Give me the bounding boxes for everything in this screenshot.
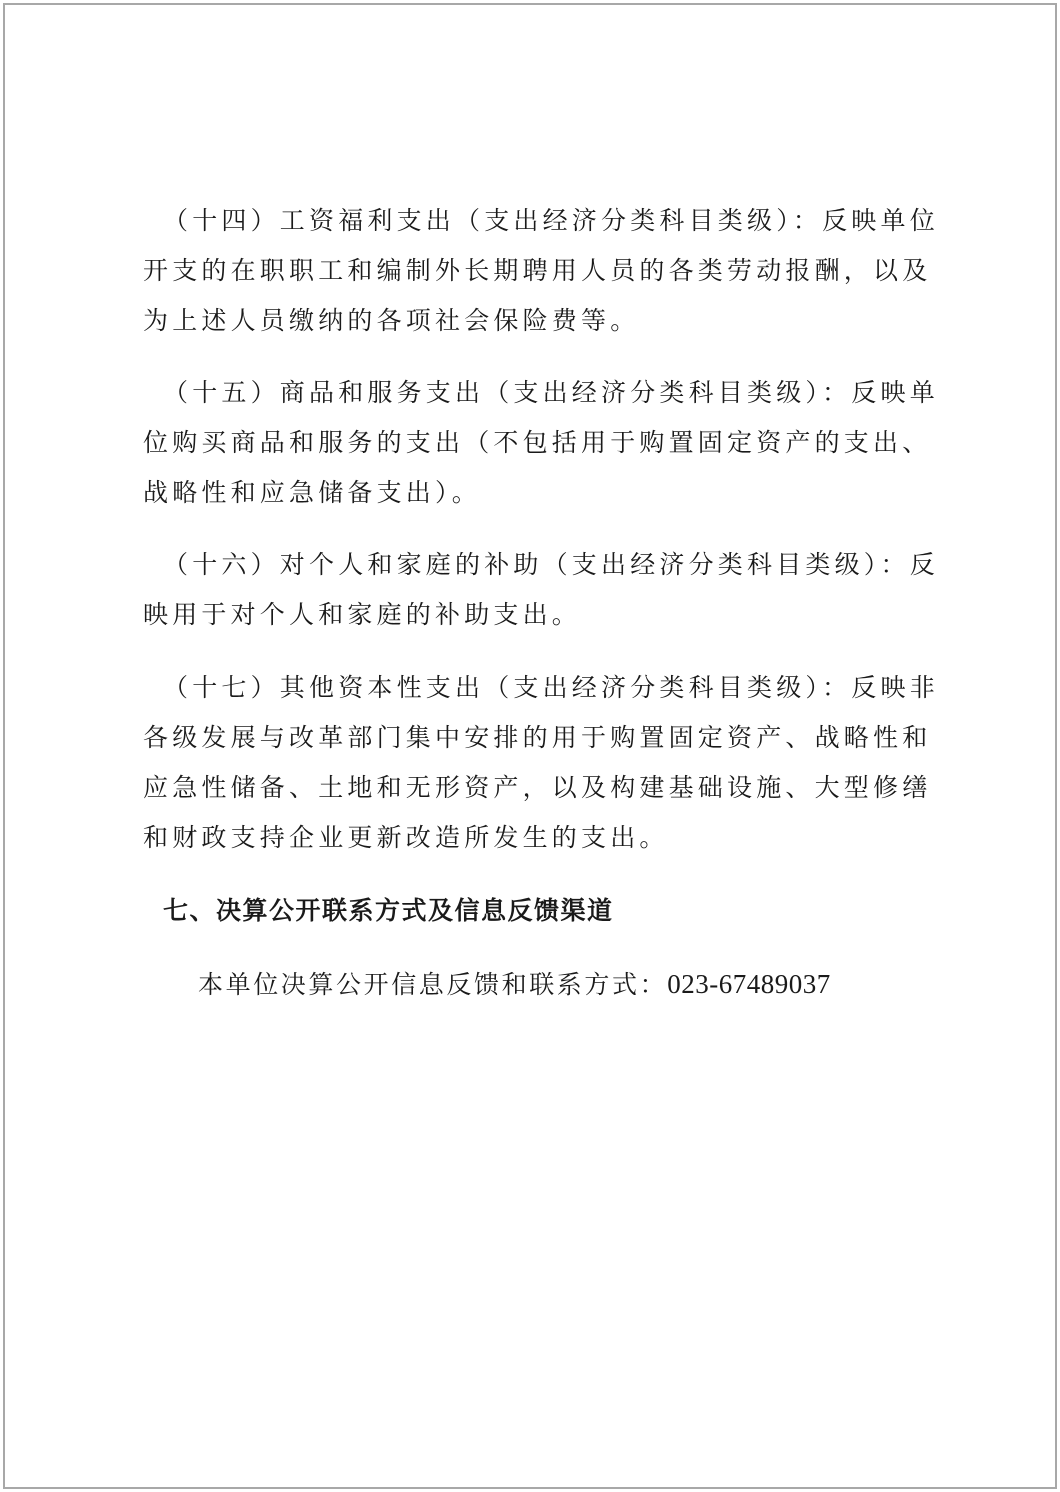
paragraph-line: 位购买商品和服务的支出（不包括用于购置固定资产的支出、 [143,428,932,457]
paragraph-line: 应急性储备、土地和无形资产，以及构建基础设施、大型修缮 [143,773,932,802]
paragraph-line: （十五）商品和服务支出（支出经济分类科目类级）：反映单 [163,378,939,407]
contact-label: 本单位决算公开信息反馈和联系方式： [198,970,668,999]
paragraph-wage-welfare [143,196,939,346]
paragraph-line: 映用于对个人和家庭的补助支出。 [143,600,582,629]
paragraph-goods-services [143,368,939,518]
paragraph-other-capital [143,663,939,863]
paragraph-line: 和财政支持企业更新改造所发生的支出。 [143,823,669,852]
paragraph-household-subsidy [143,540,939,640]
contact-line [198,959,831,1010]
paragraph-line: （十四）工资福利支出（支出经济分类科目类级）：反映单位 [163,206,939,235]
paragraph-line: 战略性和应急储备支出）。 [143,478,481,507]
paragraph-line: （十六）对个人和家庭的补助（支出经济分类科目类级）：反 [163,550,939,579]
paragraph-line: 为上述人员缴纳的各项社会保险费等。 [143,306,640,335]
section-heading-contact: 七、决算公开联系方式及信息反馈渠道 [163,896,614,925]
paragraph-line: 开支的在职职工和编制外长期聘用人员的各类劳动报酬，以及 [143,256,932,285]
paragraph-line: 各级发展与改革部门集中安排的用于购置固定资产、战略性和 [143,723,932,752]
paragraph-line: （十七）其他资本性支出（支出经济分类科目类级）：反映非 [163,673,939,702]
contact-phone: 023-67489037 [667,969,831,999]
